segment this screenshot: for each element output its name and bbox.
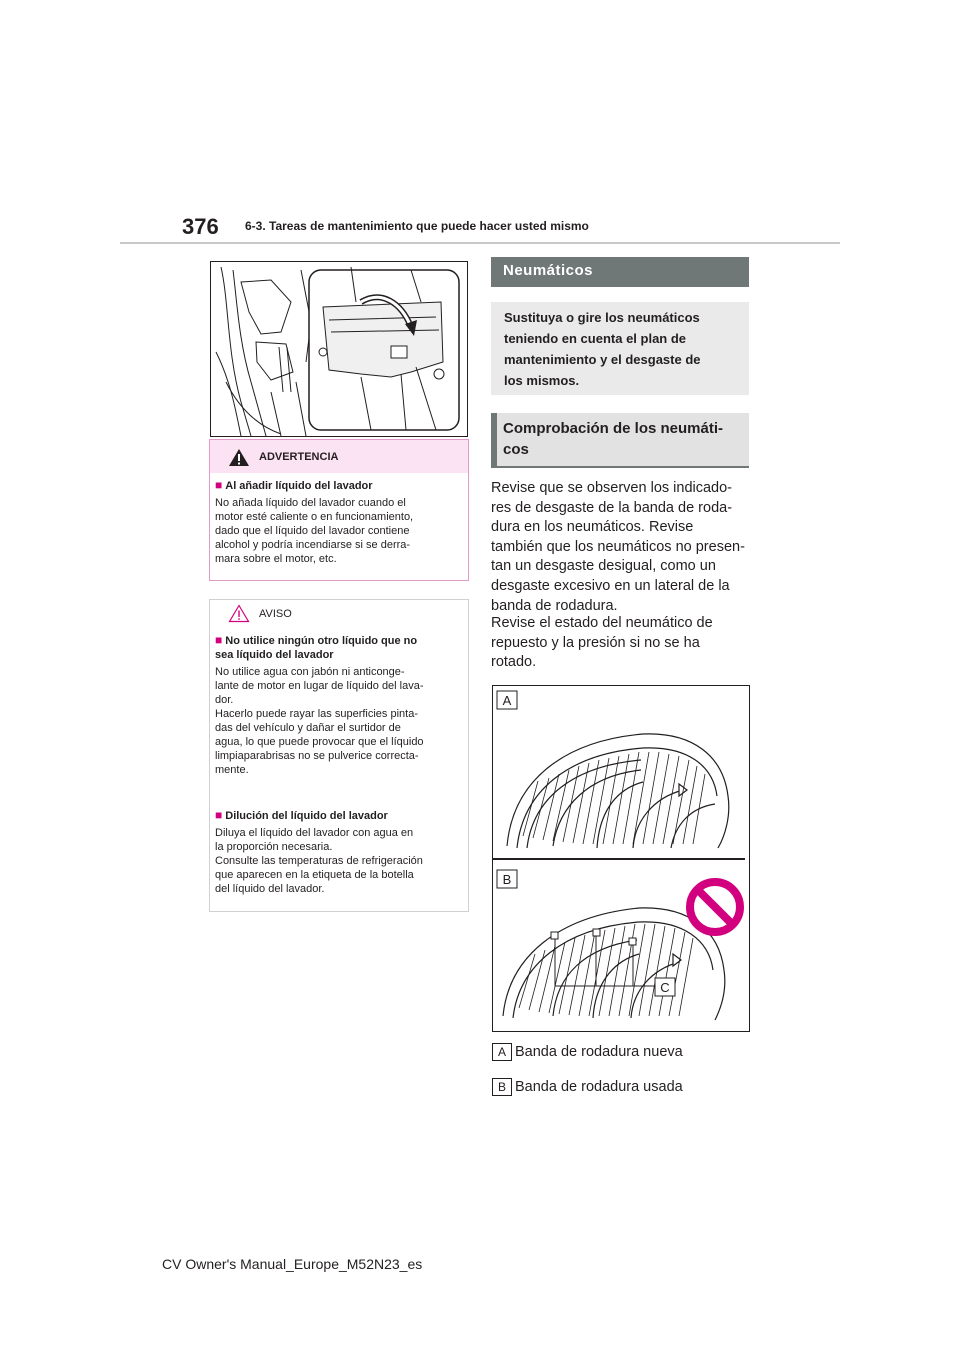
legend-text: Banda de rodadura nueva [515,1044,683,1060]
tires-intro-text: Sustituya o gire los neumáticos teniendo en cuenta el plan de mantenimiento y el desgaste de los mismos. [504,310,701,388]
legend-tag: B [492,1078,512,1096]
caution-item [215,633,463,777]
figure-label-b: B [502,872,512,887]
caution-triangle-icon [228,604,250,623]
bullet-square-icon: ■ [215,633,223,647]
tire-check-subheading [491,413,749,468]
warning-header [210,440,468,473]
caution-item-title: ■ Dilución del líquido del lavador [215,808,388,822]
header-divider [120,242,840,244]
tires-section-banner [491,257,749,287]
caution-item-body: No utilice agua con jabón ni anticonge- lante de motor en lugar de líquido del lava- dor. Hacerlo puede rayar las superficies pinta- das del vehículo y dañar el surtidor de agua, lo que puede provocar que el líquido limpiaparabrisas no se pulverice correcta- mente. [215,666,424,776]
spare-tire-paragraph: Revise el estado del neumático de repuesto y la presión si no se ha rotado. [491,615,713,671]
section-title: 6-3. Tareas de mantenimiento que puede hacer usted mismo [245,219,589,233]
tire-check-paragraph: Revise que se observen los indicado- res de desgaste de la banda de roda- dura en los neumáticos. Revise también que los neumáticos no presen- tan un desgaste desigual, como un desgaste excesivo en un lateral de la banda de rodadura. [491,480,745,614]
figure-label-a: A [502,693,512,708]
legend-item [492,1043,754,1063]
caution-box [209,599,469,912]
washer-reservoir-figure [210,261,468,437]
legend-text: Banda de rodadura usada [515,1079,683,1095]
warning-item [215,478,463,566]
prohibition-icon [690,882,740,932]
caution-item [215,808,463,896]
tire-tread-illustration-icon [493,686,749,1031]
washer-reservoir-illustration-icon [211,262,467,436]
legend-tag: A [492,1043,512,1061]
warning-box [209,439,469,581]
tire-tread-figure [492,685,750,1032]
footer-text: CV Owner's Manual_Europe_M52N23_es [162,1256,423,1272]
tires-intro-box [491,302,749,395]
tires-section-title: Neumáticos [503,262,594,279]
warning-triangle-icon [228,448,250,467]
bullet-square-icon: ■ [215,478,223,492]
caution-item-title: ■ No utilice ningún otro líquido que no sea líquido del lavador [215,633,418,661]
warning-label: ADVERTENCIA [259,451,339,463]
warning-item-body: No añada líquido del lavador cuando el motor esté caliente o en funcionamiento, dado que el líquido del lavador contiene alcohol y podría incendiarse si se derra- mara sobre el motor, etc. [215,497,414,565]
caution-label: AVISO [259,608,292,620]
page-number: 376 [182,214,219,239]
warning-item-title: ■ Al añadir líquido del lavador [215,478,373,492]
tire-check-title: Comprobación de los neumáti- cos [503,420,724,458]
caution-item-body: Diluya el líquido del lavador con agua en la proporción necesaria. Consulte las temperaturas de refrigeración que aparecen en la etiqueta de la botella del líquido del lavador. [215,827,423,895]
subheading-accent-bar [491,413,497,468]
legend-item [492,1078,754,1098]
figure-label-c: C [660,980,670,995]
bullet-square-icon: ■ [215,808,223,822]
